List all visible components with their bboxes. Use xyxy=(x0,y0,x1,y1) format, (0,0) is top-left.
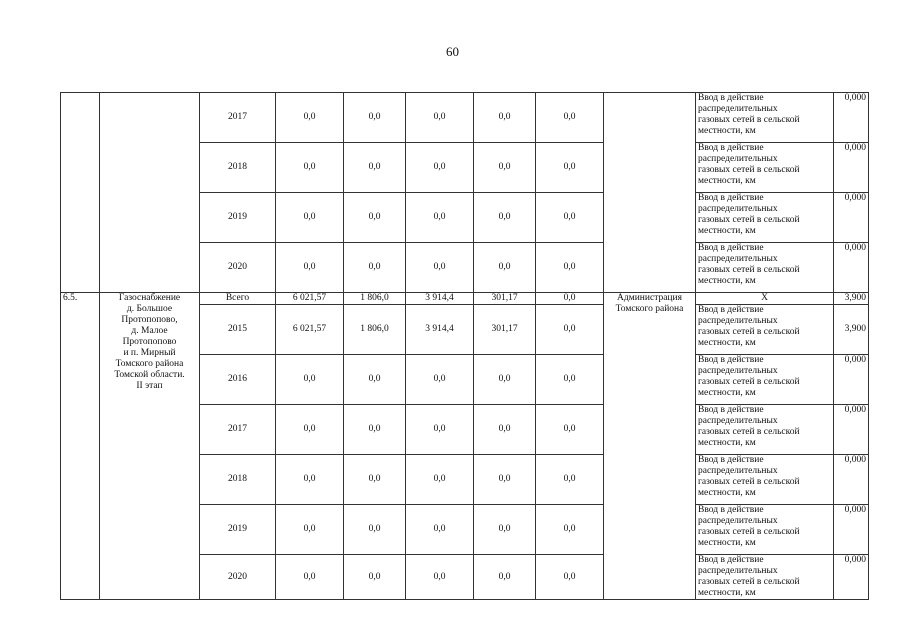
indicator-cell: Ввод в действие распределительных газовых сетей в сельской местности, км xyxy=(696,505,834,555)
regional-cell: 0,0 xyxy=(406,243,474,293)
regional-cell: 0,0 xyxy=(406,143,474,193)
regional-cell: 0,0 xyxy=(406,505,474,555)
regional-cell: 0,0 xyxy=(406,555,474,600)
total-cell: 0,0 xyxy=(276,143,344,193)
number-cell: 6.5. xyxy=(61,293,100,600)
total-cell: 0,0 xyxy=(276,555,344,600)
other-cell: 0,0 xyxy=(536,193,604,243)
year-cell: 2017 xyxy=(200,405,276,455)
total-cell: 0,0 xyxy=(276,505,344,555)
local-cell: 301,17 xyxy=(474,293,536,305)
indicator-value-cell: 0,000 xyxy=(834,555,869,600)
indicator-value-cell: 0,000 xyxy=(834,405,869,455)
indicator-cell: Х xyxy=(696,293,834,305)
year-cell: 2017 xyxy=(200,93,276,143)
other-cell: 0,0 xyxy=(536,405,604,455)
total-cell: 0,0 xyxy=(276,243,344,293)
total-cell: 6 021,57 xyxy=(276,305,344,355)
other-cell: 0,0 xyxy=(536,243,604,293)
indicator-cell: Ввод в действие распределительных газовых сетей в сельской местности, км xyxy=(696,243,834,293)
regional-cell: 3 914,4 xyxy=(406,293,474,305)
federal-cell: 1 806,0 xyxy=(344,305,406,355)
local-cell: 0,0 xyxy=(474,143,536,193)
federal-cell: 0,0 xyxy=(344,555,406,600)
regional-cell: 0,0 xyxy=(406,93,474,143)
other-cell: 0,0 xyxy=(536,505,604,555)
regional-cell: 0,0 xyxy=(406,455,474,505)
executor-cell xyxy=(604,93,696,293)
indicator-value-cell: 0,000 xyxy=(834,243,869,293)
total-cell: 0,0 xyxy=(276,93,344,143)
year-cell: 2019 xyxy=(200,193,276,243)
table-row-total xyxy=(61,293,869,305)
indicator-value-cell: 0,000 xyxy=(834,455,869,505)
indicator-value-cell: 0,000 xyxy=(834,93,869,143)
program-table xyxy=(60,92,869,600)
year-cell: Всего xyxy=(200,293,276,305)
local-cell: 0,0 xyxy=(474,455,536,505)
year-cell: 2018 xyxy=(200,455,276,505)
name-cell xyxy=(100,93,200,293)
other-cell: 0,0 xyxy=(536,305,604,355)
other-cell: 0,0 xyxy=(536,293,604,305)
federal-cell: 0,0 xyxy=(344,193,406,243)
year-cell: 2020 xyxy=(200,243,276,293)
indicator-cell: Ввод в действие распределительных газовых сетей в сельской местности, км xyxy=(696,455,834,505)
federal-cell: 0,0 xyxy=(344,455,406,505)
executor-cell: Администрация Томского района xyxy=(604,293,696,600)
indicator-cell: Ввод в действие распределительных газовых сетей в сельской местности, км xyxy=(696,143,834,193)
indicator-cell: Ввод в действие распределительных газовых сетей в сельской местности, км xyxy=(696,355,834,405)
number-cell xyxy=(61,93,100,293)
local-cell: 301,17 xyxy=(474,305,536,355)
other-cell: 0,0 xyxy=(536,93,604,143)
total-cell: 0,0 xyxy=(276,193,344,243)
regional-cell: 0,0 xyxy=(406,405,474,455)
total-cell: 6 021,57 xyxy=(276,293,344,305)
regional-cell: 0,0 xyxy=(406,193,474,243)
local-cell: 0,0 xyxy=(474,193,536,243)
federal-cell: 0,0 xyxy=(344,405,406,455)
table-body xyxy=(61,93,869,600)
indicator-cell: Ввод в действие распределительных газовых сетей в сельской местности, км xyxy=(696,555,834,600)
indicator-cell: Ввод в действие распределительных газовых сетей в сельской местности, км xyxy=(696,405,834,455)
federal-cell: 0,0 xyxy=(344,355,406,405)
other-cell: 0,0 xyxy=(536,455,604,505)
year-cell: 2020 xyxy=(200,555,276,600)
indicator-value-cell: 0,000 xyxy=(834,193,869,243)
federal-cell: 1 806,0 xyxy=(344,293,406,305)
indicator-cell: Ввод в действие распределительных газовых сетей в сельской местности, км xyxy=(696,193,834,243)
table-row xyxy=(61,93,869,143)
year-cell: 2018 xyxy=(200,143,276,193)
federal-cell: 0,0 xyxy=(344,93,406,143)
indicator-value-cell: 3,900 xyxy=(834,305,869,355)
indicator-value-cell: 0,000 xyxy=(834,505,869,555)
federal-cell: 0,0 xyxy=(344,243,406,293)
regional-cell: 0,0 xyxy=(406,355,474,405)
local-cell: 0,0 xyxy=(474,93,536,143)
local-cell: 0,0 xyxy=(474,243,536,293)
total-cell: 0,0 xyxy=(276,405,344,455)
indicator-value-cell: 0,000 xyxy=(834,355,869,405)
indicator-cell: Ввод в действие распределительных газовых сетей в сельской местности, км xyxy=(696,93,834,143)
indicator-value-cell: 3,900 xyxy=(834,293,869,305)
year-cell: 2019 xyxy=(200,505,276,555)
local-cell: 0,0 xyxy=(474,405,536,455)
local-cell: 0,0 xyxy=(474,555,536,600)
total-cell: 0,0 xyxy=(276,355,344,405)
federal-cell: 0,0 xyxy=(344,505,406,555)
indicator-cell: Ввод в действие распределительных газовых сетей в сельской местности, км xyxy=(696,305,834,355)
page-number: 60 xyxy=(446,44,459,59)
local-cell: 0,0 xyxy=(474,505,536,555)
name-cell: Газоснабжение д. Большое Протопопово, д. Малое Протопопово и п. Мирный Томского района Томской области. II этап xyxy=(100,293,200,600)
other-cell: 0,0 xyxy=(536,355,604,405)
total-cell: 0,0 xyxy=(276,455,344,505)
year-cell: 2015 xyxy=(200,305,276,355)
year-cell: 2016 xyxy=(200,355,276,405)
local-cell: 0,0 xyxy=(474,355,536,405)
other-cell: 0,0 xyxy=(536,143,604,193)
indicator-value-cell: 0,000 xyxy=(834,143,869,193)
regional-cell: 3 914,4 xyxy=(406,305,474,355)
federal-cell: 0,0 xyxy=(344,143,406,193)
other-cell: 0,0 xyxy=(536,555,604,600)
